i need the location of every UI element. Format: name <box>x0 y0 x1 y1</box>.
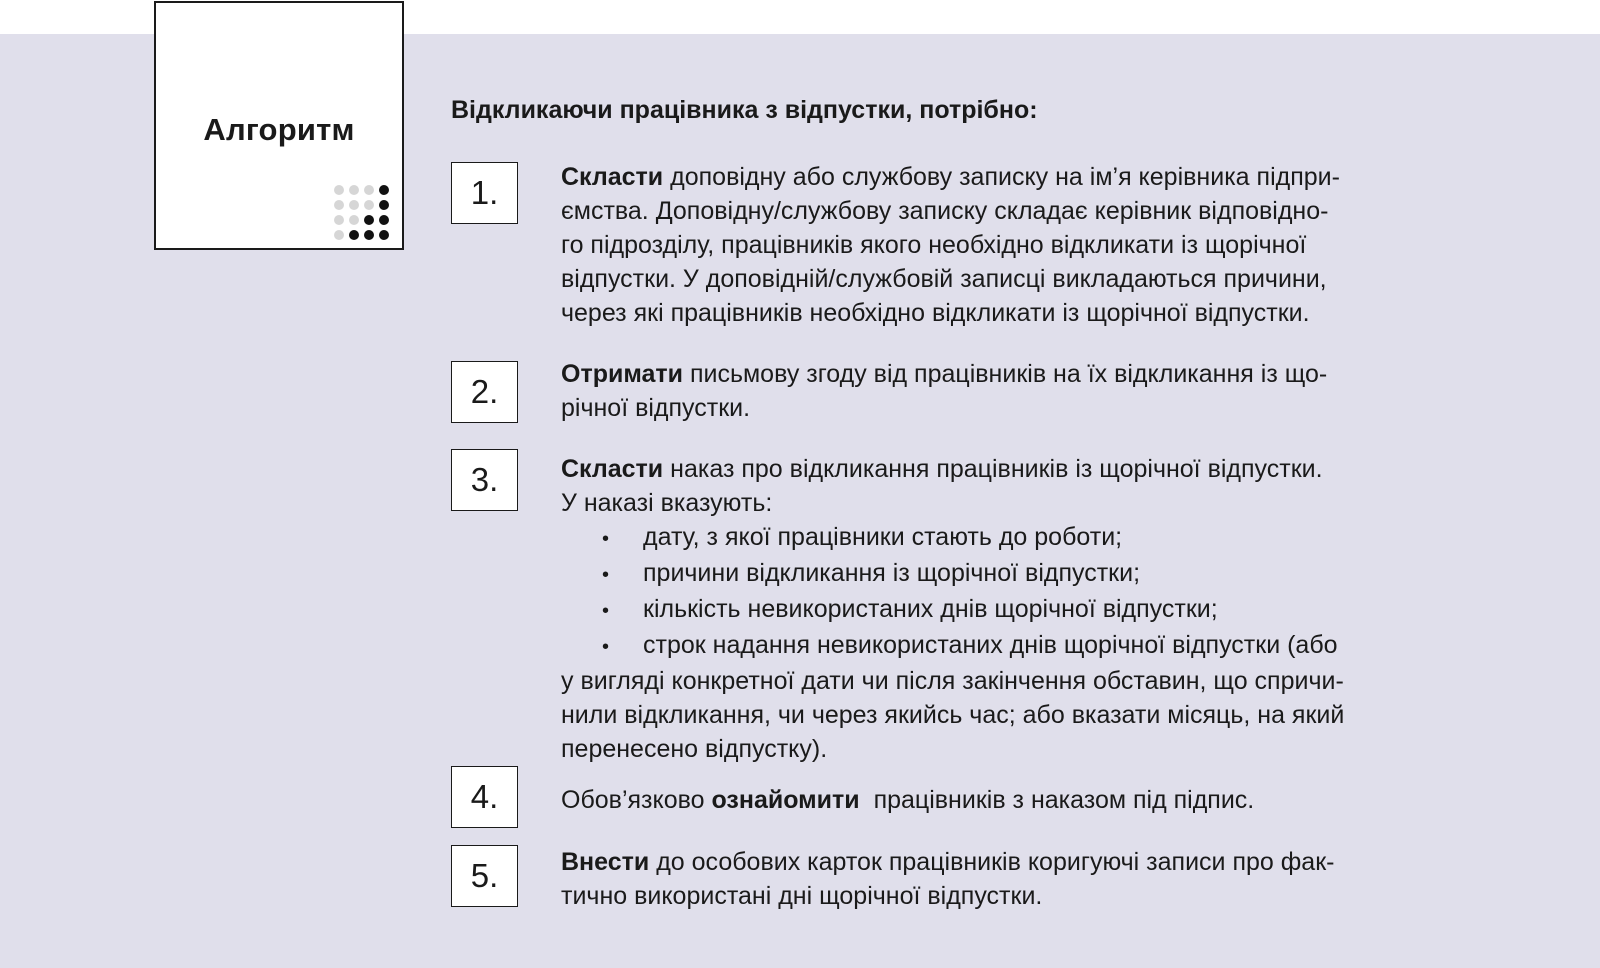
step-1-line-2: ємства. Доповідну/службову записку складає керівник відповідно- <box>561 197 1329 225</box>
page-heading: Відкликаючи працівника з відпустки, потрібно: <box>451 96 1038 124</box>
step-1 <box>561 160 1461 330</box>
step-number-2: 2. <box>451 361 518 423</box>
step-3-tail-1: у вигляді конкретної дати чи після закінчення обставин, що спричи- <box>561 667 1344 695</box>
step-5 <box>561 845 1461 913</box>
step-number-4: 4. <box>451 766 518 828</box>
step-3-verb: Скласти <box>561 455 664 483</box>
dots-decoration-icon <box>334 185 398 249</box>
step-4 <box>561 783 1461 817</box>
step-1-line-4: відпустки. У доповідній/службовій записці викладаються причини, <box>561 265 1327 293</box>
step-number-3: 3. <box>451 449 518 511</box>
step-5-line-1: Внести до особових карток працівників коригуючі записи про фак- <box>561 848 1335 876</box>
step-5-line-2: тично використані дні щорічної відпустки. <box>561 882 1043 910</box>
step-3-bullet-2: • причини відкликання із щорічної відпустки; <box>561 556 1461 592</box>
step-3-line-2: У наказі вказують: <box>561 489 773 517</box>
step-4-verb: ознайомити <box>711 786 860 814</box>
step-2-line-1: Отримати письмову згоду від працівників на їх відкликання із що- <box>561 360 1328 388</box>
step-1-line-3: го підрозділу, працівників якого необхідно відкликати із щорічної <box>561 231 1307 259</box>
bullet-icon: • <box>602 600 610 622</box>
step-2-line-2: річної відпустки. <box>561 394 751 422</box>
step-5-verb: Внести <box>561 848 650 876</box>
step-1-verb: Скласти <box>561 163 664 191</box>
step-3-bullet-3: • кількість невикористаних днів щорічної відпустки; <box>561 592 1461 628</box>
bullet-icon: • <box>602 564 610 586</box>
step-3 <box>561 452 1461 766</box>
step-2-verb: Отримати <box>561 360 684 388</box>
step-3-tail-2: нили відкликання, чи через якийсь час; або вказати місяць, на який <box>561 701 1345 729</box>
step-1-line-1: Скласти доповідну або службову записку на ім’я керівника підпри- <box>561 163 1340 191</box>
step-number-1: 1. <box>451 162 518 224</box>
step-3-tail-3: перенесено відпустку). <box>561 735 828 763</box>
bullet-icon: • <box>602 636 610 658</box>
step-1-line-5: через які працівників необхідно відкликати із щорічної відпустки. <box>561 299 1310 327</box>
step-2 <box>561 357 1461 425</box>
step-3-bullet-1: • дату, з якої працівники стають до роботи; <box>561 520 1461 556</box>
bullet-icon: • <box>602 528 610 550</box>
step-number-5: 5. <box>451 845 518 907</box>
algorithm-badge <box>154 1 404 250</box>
badge-title: Алгоритм <box>203 112 355 147</box>
step-3-bullet-4: • строк надання невикористаних днів щорічної відпустки (або <box>561 628 1461 664</box>
step-4-line-1: Обов’язково ознайомити працівників з наказом під підпис. <box>561 786 1255 814</box>
step-3-line-1: Скласти наказ про відкликання працівників із щорічної відпустки. <box>561 455 1323 483</box>
